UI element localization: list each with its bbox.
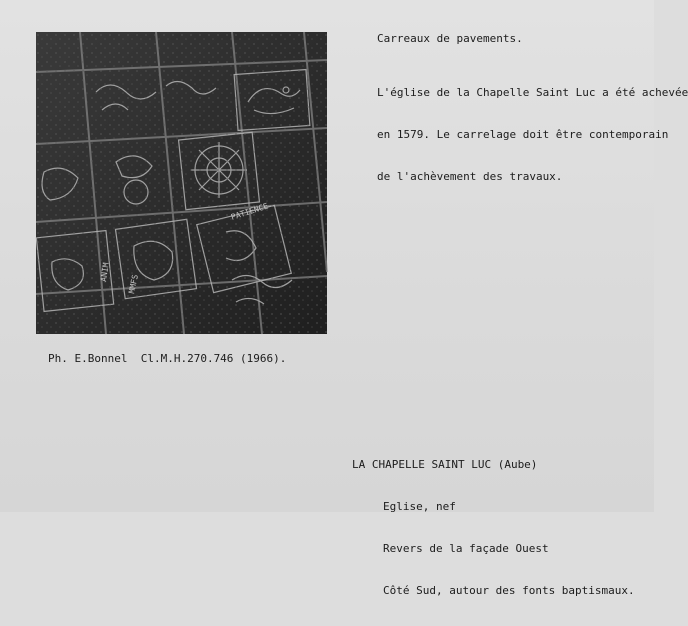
caption-body — [377, 58, 688, 212]
caption-line: en 1579. Le carrelage doit être contemporain — [377, 128, 669, 141]
tile-word-1: PATIENCE — [229, 201, 270, 222]
location-place: LA CHAPELLE SAINT LUC (Aube) — [352, 458, 538, 471]
tile-word-3: ANIM — [99, 261, 111, 283]
tile-word-2: MMFS — [127, 273, 140, 295]
location-building: Eglise, nef — [383, 500, 456, 513]
caption-title: Carreaux de pavements. — [377, 32, 523, 45]
photo-credit: Ph. E.Bonnel Cl.M.H.270.746 (1966). — [48, 352, 287, 365]
caption-line: L'église de la Chapelle Saint Luc a été achevée — [377, 86, 688, 99]
caption-line: de l'achèvement des travaux. — [377, 170, 563, 183]
location-block — [352, 430, 635, 626]
location-part: Revers de la façade Ouest — [383, 542, 549, 555]
location-detail: Côté Sud, autour des fonts baptismaux. — [383, 584, 635, 597]
floor-tiles-photograph — [36, 32, 327, 334]
